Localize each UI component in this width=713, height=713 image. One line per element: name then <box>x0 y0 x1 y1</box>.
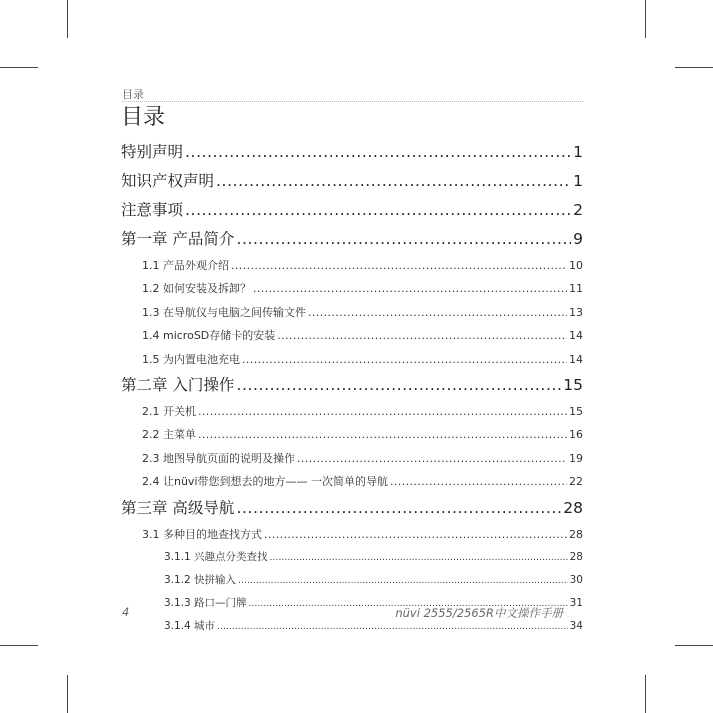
toc-entry-page: 15 <box>563 375 583 394</box>
toc-entry-label: 特别声明 <box>121 143 184 161</box>
running-head: 目录 <box>122 88 144 101</box>
toc-entry-label: 1.4 microSD存储卡的安装 <box>142 329 276 343</box>
toc-entry-label: 3.1.4 城市 <box>164 619 216 632</box>
toc-entry[interactable] <box>121 494 583 523</box>
toc-entry-page: 16 <box>569 428 583 442</box>
toc-leader-dots <box>185 196 571 225</box>
manual-title: nüvi 2555/2565R中文操作手册 <box>395 606 563 620</box>
page-number: 4 <box>122 605 130 619</box>
toc-leader-dots <box>242 348 567 371</box>
toc-entry[interactable] <box>121 254 583 277</box>
toc-entry-page: 9 <box>573 230 583 248</box>
toc-entry-label: 1.2 如何安装及拆卸？ <box>142 282 251 296</box>
page-title: 目录 <box>121 105 166 130</box>
toc-entry[interactable] <box>121 523 583 546</box>
toc-entry-label: 第二章 入门操作 <box>121 375 235 394</box>
toc-entry-label: 知识产权声明 <box>121 172 215 190</box>
toc-entry-label: 第三章 高级导航 <box>121 498 235 517</box>
toc-leader-dots <box>277 324 567 347</box>
toc-entry-page: 28 <box>569 527 583 541</box>
toc-leader-dots <box>198 400 567 423</box>
toc-entry-label: 第一章 产品简介 <box>121 230 235 248</box>
crop-mark-top-right-vertical <box>645 0 646 38</box>
toc-entry-page: 2 <box>573 201 583 219</box>
toc-entry[interactable] <box>121 301 583 324</box>
toc-entry[interactable] <box>121 167 583 196</box>
toc-leader-dots <box>236 494 561 523</box>
toc-entry[interactable] <box>121 225 583 254</box>
toc-entry-label: 3.1 多种目的地查找方式 <box>142 527 262 541</box>
header-divider <box>122 101 583 102</box>
toc-entry[interactable] <box>121 324 583 347</box>
crop-mark-bottom-right-vertical <box>645 675 646 713</box>
toc-entry-label: 1.1 产品外观介绍 <box>142 259 229 272</box>
toc-leader-dots <box>253 277 567 300</box>
toc-entry-page: 28 <box>569 550 583 563</box>
toc-entry-page: 14 <box>569 352 583 366</box>
toc-entry-label: 2.3 地图导航页面的说明及操作 <box>142 451 295 465</box>
toc-entry[interactable] <box>121 138 583 167</box>
toc-entry-page: 19 <box>569 451 583 465</box>
toc-entry[interactable] <box>121 371 583 400</box>
crop-mark-bottom-left-horizontal <box>0 645 38 646</box>
toc-entry[interactable] <box>121 423 583 446</box>
toc-entry-page: 31 <box>569 596 583 609</box>
toc-entry-page: 1 <box>573 172 583 190</box>
toc-entry[interactable] <box>121 447 583 470</box>
toc-leader-dots <box>264 523 567 546</box>
toc-entry-label: 2.2 主菜单 <box>142 428 196 442</box>
toc-entry[interactable] <box>121 569 583 592</box>
toc-entry-page: 13 <box>569 305 583 319</box>
toc-entry-label: 3.1.1 兴趣点分类查找 <box>164 550 268 563</box>
table-of-contents <box>121 138 583 638</box>
toc-leader-dots <box>236 371 561 400</box>
crop-mark-bottom-left-vertical <box>67 675 68 713</box>
crop-mark-top-left-horizontal <box>0 67 38 68</box>
toc-entry-page: 30 <box>569 573 583 586</box>
toc-entry[interactable] <box>121 196 583 225</box>
toc-entry-page: 14 <box>569 329 583 343</box>
toc-leader-dots <box>390 470 567 493</box>
toc-leader-dots <box>308 301 567 324</box>
toc-entry[interactable] <box>121 277 583 300</box>
toc-entry-page: 34 <box>569 619 583 632</box>
crop-mark-top-left-vertical <box>67 0 68 38</box>
toc-leader-dots <box>185 138 571 167</box>
toc-leader-dots <box>297 447 567 470</box>
toc-entry-page: 22 <box>569 475 583 489</box>
toc-entry[interactable] <box>121 400 583 423</box>
toc-entry-label: 3.1.3 路口—门牌 <box>164 596 247 609</box>
toc-leader-dots <box>198 423 567 446</box>
toc-entry[interactable] <box>121 348 583 371</box>
toc-leader-dots <box>238 570 568 592</box>
toc-entry[interactable] <box>121 546 583 569</box>
toc-leader-dots <box>270 547 568 569</box>
toc-entry-label: 注意事项 <box>121 201 184 219</box>
toc-entry-page: 15 <box>569 404 583 418</box>
toc-entry-page: 11 <box>569 282 583 296</box>
toc-entry-label: 2.4 让nüvi带您到想去的地方—— 一次简单的导航 <box>142 475 388 489</box>
toc-entry-label: 3.1.2 快拼输入 <box>164 573 237 586</box>
toc-entry-page: 10 <box>569 259 583 272</box>
toc-leader-dots <box>236 225 571 254</box>
toc-leader-dots <box>216 167 571 196</box>
crop-mark-bottom-right-horizontal <box>675 645 713 646</box>
toc-entry-label: 1.5 为内置电池充电 <box>142 352 240 366</box>
toc-entry-label: 1.3 在导航仪与电脑之间传输文件 <box>142 305 306 319</box>
toc-leader-dots <box>231 254 567 277</box>
toc-entry-page: 28 <box>563 498 583 517</box>
toc-entry[interactable] <box>121 470 583 493</box>
toc-entry-label: 2.1 开关机 <box>142 404 196 418</box>
crop-mark-top-right-horizontal <box>675 67 713 68</box>
toc-entry-page: 1 <box>573 143 583 161</box>
